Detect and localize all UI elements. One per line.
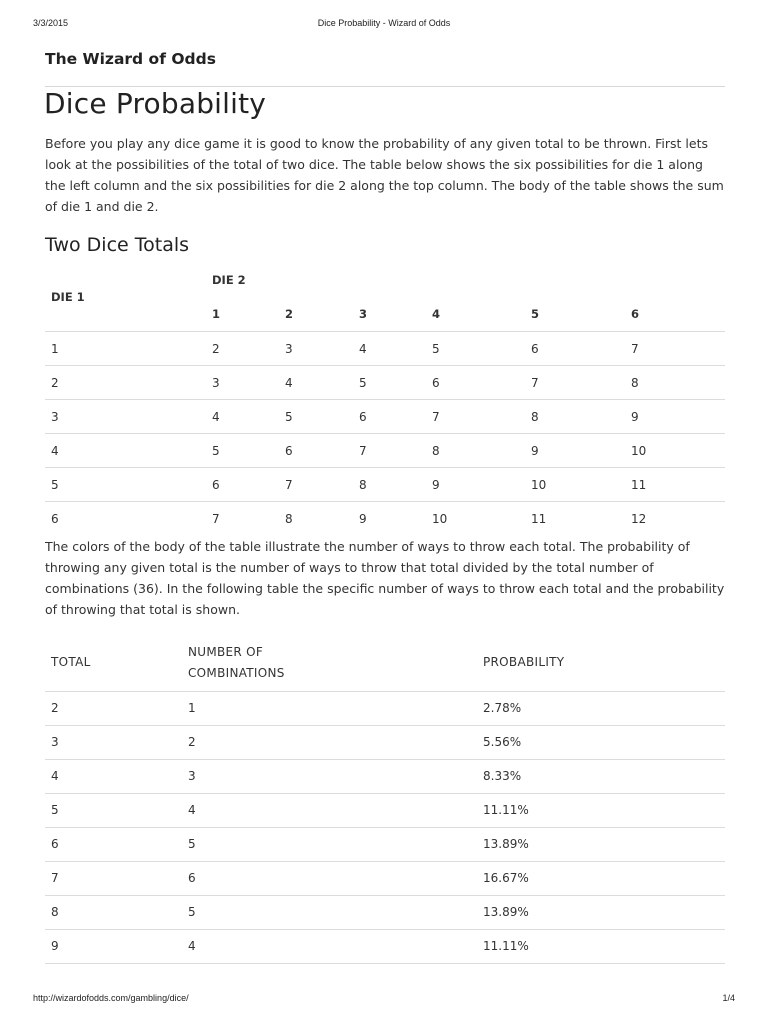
- sum-cell: 6: [212, 478, 220, 492]
- sum-cell: 10: [432, 512, 448, 526]
- sum-cell: 8: [432, 444, 440, 458]
- die1-row-header: 3: [51, 410, 59, 424]
- page-url[interactable]: http://wizardofodds.com/gambling/dice/: [33, 993, 189, 1003]
- total-cell: 7: [51, 871, 59, 885]
- probability-header: PROBABILITY: [483, 655, 565, 669]
- table-divider: [45, 691, 725, 692]
- sum-cell: 7: [432, 410, 440, 424]
- table-divider: [45, 501, 725, 502]
- section-heading-two-dice-totals: Two Dice Totals: [45, 234, 190, 256]
- probability-table: [45, 640, 725, 965]
- table-divider: [45, 725, 725, 726]
- sum-cell: 11: [531, 512, 547, 526]
- sum-cell: 6: [285, 444, 293, 458]
- probability-cell: 13.89%: [483, 837, 529, 851]
- total-cell: 5: [51, 803, 59, 817]
- print-footer: [33, 993, 735, 1007]
- die1-row-header: 5: [51, 478, 59, 492]
- page-counter: 1/4: [722, 993, 735, 1003]
- probability-cell: 16.67%: [483, 871, 529, 885]
- total-cell: 2: [51, 701, 59, 715]
- table-divider: [45, 365, 725, 366]
- table-divider: [45, 399, 725, 400]
- sum-cell: 10: [631, 444, 647, 458]
- sum-cell: 9: [531, 444, 539, 458]
- probability-cell: 2.78%: [483, 701, 522, 715]
- two-dice-totals-table: [45, 268, 725, 532]
- die1-row-header: 4: [51, 444, 59, 458]
- table-divider: [45, 963, 725, 964]
- die1-row-header: 1: [51, 342, 59, 356]
- die1-row-header: 2: [51, 376, 59, 390]
- table-divider: [45, 827, 725, 828]
- sum-cell: 8: [631, 376, 639, 390]
- sum-cell: 2: [212, 342, 220, 356]
- total-cell: 3: [51, 735, 59, 749]
- table-divider: [45, 929, 725, 930]
- die2-column-header: 4: [432, 307, 441, 321]
- sum-cell: 8: [359, 478, 367, 492]
- sum-cell: 4: [285, 376, 293, 390]
- sum-cell: 8: [531, 410, 539, 424]
- sum-cell: 6: [432, 376, 440, 390]
- total-cell: 8: [51, 905, 59, 919]
- probability-cell: 5.56%: [483, 735, 522, 749]
- sum-cell: 5: [359, 376, 367, 390]
- sum-cell: 12: [631, 512, 647, 526]
- sum-cell: 3: [212, 376, 220, 390]
- sum-cell: 7: [531, 376, 539, 390]
- print-date: 3/3/2015: [33, 18, 69, 28]
- sum-cell: 8: [285, 512, 293, 526]
- combinations-cell: 4: [188, 939, 196, 953]
- combinations-cell: 1: [188, 701, 196, 715]
- table-divider: [45, 861, 725, 862]
- sum-cell: 3: [285, 342, 293, 356]
- sum-cell: 5: [212, 444, 220, 458]
- site-title[interactable]: The Wizard of Odds: [45, 50, 216, 68]
- probability-cell: 8.33%: [483, 769, 522, 783]
- table-divider: [45, 793, 725, 794]
- sum-cell: 7: [212, 512, 220, 526]
- combinations-cell: 2: [188, 735, 196, 749]
- sum-cell: 5: [285, 410, 293, 424]
- combinations-header-line1: NUMBER OF: [188, 645, 264, 659]
- die2-column-header: 3: [359, 307, 368, 321]
- total-cell: 6: [51, 837, 59, 851]
- table-divider: [45, 433, 725, 434]
- intro-paragraph: Before you play any dice game it is good to know the probability of any given total to be thrown. First lets look at the possibilities of the total of two dice. The table below shows the six possibilities for die 1 along the left column and the six possibilities for die 2 along the top column. The body of the table shows the sum of die 1 and die 2.: [45, 136, 724, 214]
- total-header: TOTAL: [51, 655, 91, 669]
- die2-column-header: 5: [531, 307, 540, 321]
- probability-cell: 13.89%: [483, 905, 529, 919]
- die1-row-header: 6: [51, 512, 59, 526]
- sum-cell: 9: [432, 478, 440, 492]
- sum-cell: 11: [631, 478, 647, 492]
- print-header: [33, 18, 735, 32]
- total-cell: 9: [51, 939, 59, 953]
- sum-cell: 5: [432, 342, 440, 356]
- probability-cell: 11.11%: [483, 939, 529, 953]
- sum-cell: 4: [359, 342, 367, 356]
- sum-cell: 7: [285, 478, 293, 492]
- page-title: Dice Probability: [44, 87, 267, 120]
- print-doc-title: Dice Probability - Wizard of Odds: [317, 18, 451, 28]
- combinations-paragraph: The colors of the body of the table illustrate the number of ways to throw each total. The probability of throwing any given total is the number of ways to throw that total divided by the total number of combinations (36). In the following table the specific number of ways to throw each total and the probability of throwing that total is shown.: [45, 539, 725, 617]
- table-divider: [45, 895, 725, 896]
- die1-header: DIE 1: [51, 290, 85, 304]
- sum-cell: 7: [631, 342, 639, 356]
- die2-column-header: 1: [212, 307, 221, 321]
- table-divider: [45, 331, 725, 332]
- combinations-header-line2: COMBINATIONS: [188, 666, 285, 680]
- table-divider: [45, 467, 725, 468]
- sum-cell: 6: [359, 410, 367, 424]
- sum-cell: 9: [359, 512, 367, 526]
- die2-column-header: 6: [631, 307, 640, 321]
- combinations-cell: 3: [188, 769, 196, 783]
- total-cell: 4: [51, 769, 59, 783]
- table-divider: [45, 759, 725, 760]
- sum-cell: 6: [531, 342, 539, 356]
- sum-cell: 9: [631, 410, 639, 424]
- sum-cell: 7: [359, 444, 367, 458]
- die2-column-header: 2: [285, 307, 294, 321]
- sum-cell: 4: [212, 410, 220, 424]
- combinations-cell: 4: [188, 803, 196, 817]
- combinations-cell: 6: [188, 871, 196, 885]
- die2-header: DIE 2: [212, 273, 246, 287]
- combinations-cell: 5: [188, 905, 196, 919]
- probability-cell: 11.11%: [483, 803, 529, 817]
- sum-cell: 10: [531, 478, 547, 492]
- combinations-cell: 5: [188, 837, 196, 851]
